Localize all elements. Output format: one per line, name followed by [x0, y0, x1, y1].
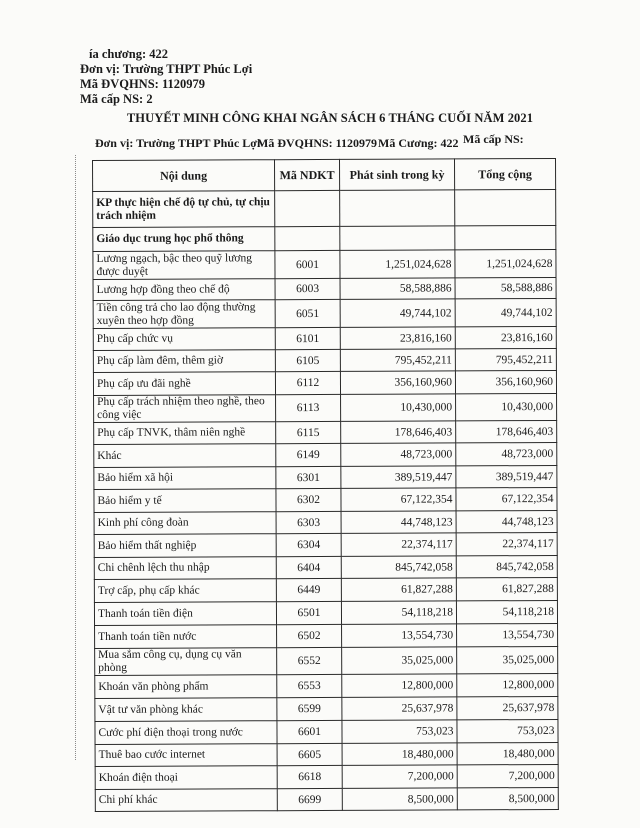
table-row	[94, 510, 557, 534]
cell-phat-sinh: 18,480,000	[342, 743, 457, 766]
cell-noi-dung: Tiền công trả cho lao động thường xuyên theo hợp đồng	[93, 300, 275, 329]
table-row	[94, 442, 557, 467]
cell-tong-cong: 1,251,024,628	[455, 249, 556, 277]
cell-phat-sinh: 178,646,403	[341, 421, 456, 444]
cell-tong-cong: 54,118,218	[456, 600, 557, 623]
cell-noi-dung: Phụ cấp TNVK, thâm niên nghề	[94, 422, 276, 445]
cell-ma-ndkt: 6304	[276, 533, 341, 556]
cell-noi-dung: Bảo hiểm xã hội	[94, 467, 276, 490]
cell-noi-dung: Kinh phí công đoàn	[94, 512, 276, 535]
table-row	[95, 696, 558, 721]
cell-noi-dung: Khác	[94, 444, 276, 468]
cell-tong-cong: 12,800,000	[457, 673, 558, 696]
cell-ma-ndkt	[275, 190, 340, 226]
cell-phat-sinh: 10,430,000	[341, 394, 456, 422]
subheader-ma-cap-ns: Mã cấp NS:	[463, 132, 524, 146]
cell-noi-dung: Vật tư văn phòng khác	[95, 698, 277, 722]
table-row	[94, 577, 557, 602]
cell-phat-sinh: 58,588,886	[340, 278, 455, 300]
cell-phat-sinh: 13,554,730	[342, 624, 457, 648]
cell-phat-sinh: 7,200,000	[342, 765, 457, 789]
cell-ma-ndkt: 6051	[275, 299, 340, 327]
table-row	[95, 719, 558, 744]
table-row	[95, 742, 558, 766]
cell-tong-cong	[455, 189, 556, 225]
cell-noi-dung: Giáo dục trung học phổ thông	[93, 227, 275, 252]
cell-tong-cong: 25,637,978	[457, 696, 558, 719]
cell-ma-ndkt: 6001	[275, 250, 340, 278]
cell-phat-sinh: 23,816,160	[340, 327, 455, 350]
cell-tong-cong: 61,827,288	[456, 577, 557, 600]
cell-ma-ndkt: 6149	[276, 443, 341, 466]
cell-tong-cong: 23,816,160	[455, 326, 556, 348]
cell-noi-dung: Cước phí điện thoại trong nước	[95, 721, 277, 745]
cell-tong-cong: 49,744,102	[455, 298, 556, 326]
cell-noi-dung: Thanh toán tiền điện	[94, 602, 276, 626]
column-header-tong-cong: Tổng cộng	[454, 158, 555, 189]
header-ma-chuong: ía chương: 422	[89, 47, 169, 61]
table-row	[93, 326, 556, 350]
table-row	[93, 225, 556, 251]
cell-tong-cong: 795,452,211	[455, 348, 556, 370]
cell-phat-sinh: 67,122,354	[341, 488, 456, 512]
cell-phat-sinh	[340, 226, 455, 251]
header-ma-dvqhns: Mã ĐVQHNS: 1120979	[80, 77, 205, 91]
cell-ma-ndkt: 6502	[277, 624, 342, 647]
cell-phat-sinh: 61,827,288	[341, 578, 456, 602]
table-row	[93, 189, 556, 227]
cell-tong-cong: 389,519,447	[456, 465, 557, 487]
cell-ma-ndkt: 6404	[276, 556, 341, 578]
cell-noi-dung: Bảo hiểm y tế	[94, 489, 276, 513]
cell-ma-ndkt: 6553	[277, 674, 342, 697]
cell-ma-ndkt: 6303	[276, 511, 341, 533]
cell-tong-cong: 753,023	[457, 719, 558, 742]
cell-phat-sinh: 389,519,447	[341, 466, 456, 489]
cell-ma-ndkt: 6599	[277, 697, 342, 720]
cell-noi-dung: Thuê bao cước internet	[95, 744, 277, 767]
cell-noi-dung: Mua sắm công cụ, dụng cụ văn phòng	[95, 648, 277, 676]
subheader-ma-chuong: Mã Cương: 422	[378, 136, 459, 150]
cell-noi-dung: Phụ cấp chức vụ	[93, 328, 275, 351]
cell-ma-ndkt: 6501	[276, 601, 341, 624]
cell-noi-dung: Lương ngạch, bậc theo quỹ lương được duyệt	[93, 251, 275, 280]
cell-tong-cong: 10,430,000	[456, 393, 557, 420]
cell-phat-sinh: 795,452,211	[340, 349, 455, 372]
cell-phat-sinh: 753,023	[342, 720, 457, 744]
cell-noi-dung: Trợ cấp, phụ cấp khác	[94, 579, 276, 603]
table-body	[93, 189, 559, 811]
budget-table	[92, 158, 559, 812]
cell-ma-ndkt: 6301	[276, 466, 341, 488]
cell-tong-cong: 18,480,000	[457, 742, 558, 764]
cell-noi-dung: Phụ cấp làm đêm, thêm giờ	[93, 350, 275, 373]
table-row	[93, 370, 556, 395]
table-row	[94, 600, 557, 625]
cell-noi-dung: Thanh toán tiền nước	[95, 625, 277, 649]
cell-ma-ndkt: 6003	[275, 278, 340, 299]
cell-ma-ndkt: 6699	[277, 788, 342, 810]
document-header	[80, 47, 252, 107]
column-header-phat-sinh: Phát sinh trong kỳ	[339, 159, 454, 191]
column-header-ma-ndkt: Mã NDKT	[275, 159, 340, 190]
cell-noi-dung: Chi chênh lệch thu nhập	[94, 557, 276, 580]
table-row	[95, 623, 558, 648]
table-row	[94, 555, 557, 579]
table-row	[93, 249, 556, 279]
cell-ma-ndkt	[275, 226, 340, 250]
table-row	[94, 532, 557, 557]
cell-ma-ndkt: 6618	[277, 765, 342, 788]
cell-tong-cong: 67,122,354	[456, 487, 557, 510]
table-row	[94, 420, 557, 444]
cell-noi-dung: KP thực hiện chế độ tự chủ, tự chịu trách nhiệm	[93, 191, 275, 228]
cell-ma-ndkt: 6302	[276, 488, 341, 511]
table-row	[95, 787, 558, 811]
cell-ma-ndkt: 6113	[276, 394, 341, 421]
cell-phat-sinh: 25,637,978	[342, 697, 457, 721]
header-ma-cap-ns: Mã cấp NS: 2	[80, 92, 153, 106]
cell-noi-dung: Bảo hiểm thất nghiệp	[94, 534, 276, 558]
cell-phat-sinh: 356,160,960	[340, 371, 455, 395]
cell-tong-cong: 845,742,058	[456, 555, 557, 577]
cell-ma-ndkt: 6112	[275, 371, 340, 394]
cell-tong-cong: 35,025,000	[457, 646, 558, 673]
cell-phat-sinh: 22,374,117	[341, 533, 456, 557]
document-title: THUYẾT MINH CÔNG KHAI NGÂN SÁCH 6 THÁNG CUỐI NĂM 2021	[126, 111, 534, 125]
table-row	[94, 487, 557, 512]
cell-phat-sinh: 48,723,000	[341, 443, 456, 467]
table-row	[93, 277, 556, 300]
cell-tong-cong: 8,500,000	[457, 787, 558, 809]
cell-phat-sinh: 1,251,024,628	[340, 250, 455, 279]
cell-phat-sinh: 35,025,000	[342, 647, 457, 675]
cell-noi-dung: Khoán văn phòng phẩm	[95, 675, 277, 699]
binding-margin-line	[75, 155, 76, 760]
cell-noi-dung: Phụ cấp ưu đãi nghề	[93, 372, 275, 396]
cell-phat-sinh: 49,744,102	[340, 299, 455, 328]
cell-ma-ndkt: 6105	[275, 349, 340, 371]
cell-noi-dung: Phụ cấp trách nhiệm theo nghề, theo công việc	[94, 395, 276, 423]
table-row	[95, 764, 558, 789]
cell-phat-sinh: 54,118,218	[341, 601, 456, 625]
table-row	[93, 348, 556, 372]
table-row	[94, 393, 557, 422]
cell-tong-cong: 356,160,960	[455, 370, 556, 393]
cell-phat-sinh: 44,748,123	[341, 511, 456, 534]
table-row	[93, 298, 556, 328]
cell-ma-ndkt: 6449	[276, 578, 341, 601]
header-don-vi: Đơn vị: Trường THPT Phúc Lợi	[80, 62, 253, 76]
cell-ma-ndkt: 6601	[277, 720, 342, 743]
cell-ma-ndkt: 6115	[276, 421, 341, 443]
cell-tong-cong: 13,554,730	[457, 623, 558, 646]
cell-ma-ndkt: 6552	[277, 647, 342, 674]
cell-tong-cong	[455, 225, 556, 249]
subheader-ma-dvqhns: Mã ĐVQHNS: 1120979	[257, 136, 377, 150]
cell-ma-ndkt: 6605	[277, 743, 342, 765]
subheader-don-vi: Đơn vị: Trường THPT Phúc Lợi	[95, 136, 261, 150]
cell-tong-cong: 58,588,886	[455, 277, 556, 298]
cell-tong-cong: 22,374,117	[456, 532, 557, 555]
cell-tong-cong: 44,748,123	[456, 510, 557, 532]
cell-tong-cong: 48,723,000	[456, 442, 557, 465]
cell-phat-sinh: 845,742,058	[341, 556, 456, 579]
cell-tong-cong: 7,200,000	[457, 764, 558, 787]
table-row	[95, 646, 558, 675]
cell-noi-dung: Lương hợp đồng theo chế độ	[93, 279, 275, 301]
column-header-noi-dung: Nội dung	[93, 160, 275, 192]
cell-ma-ndkt: 6101	[275, 327, 340, 349]
cell-noi-dung: Chi phí khác	[95, 789, 277, 812]
cell-phat-sinh: 12,800,000	[342, 674, 457, 698]
cell-phat-sinh	[340, 190, 455, 227]
cell-noi-dung: Khoán điện thoại	[95, 766, 277, 790]
table-header-row	[93, 158, 556, 191]
table-row	[95, 673, 558, 698]
cell-phat-sinh: 8,500,000	[342, 788, 457, 811]
cell-tong-cong: 178,646,403	[456, 420, 557, 442]
table-row	[94, 465, 557, 489]
